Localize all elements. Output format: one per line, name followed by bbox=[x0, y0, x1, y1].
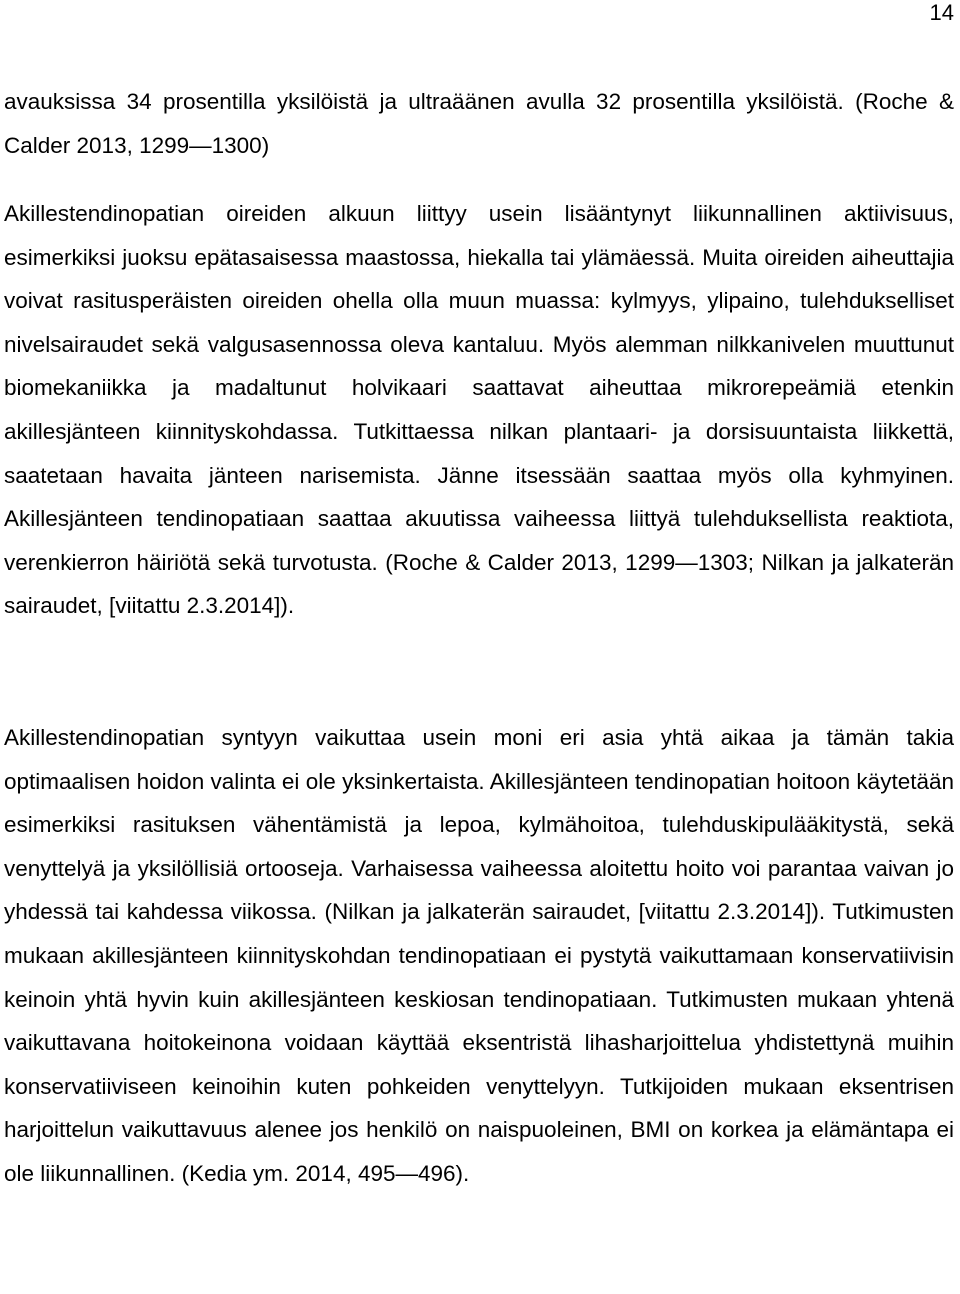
paragraph-1: avauksissa 34 prosentilla yksilöistä ja ultraäänen avulla 32 prosentilla yksilöistä. (Roche & Calder 2013, 1299—1300) bbox=[4, 89, 954, 158]
page-number: 14 bbox=[929, 0, 954, 25]
paragraph-3: Akillestendinopatian syntyyn vaikuttaa usein moni eri asia yhtä aikaa ja tämän takia optimaalisen hoidon valinta ei ole yksinkertaista. Akillesjänteen tendinopatian hoitoon käytetään esimerkiksi rasituksen vähentämistä ja lepoa, kylmähoitoa, tulehduskipulääkitystä, sekä venyttelyä ja yksilöllisiä ortooseja. Varhaisessa vaiheessa aloitettu hoito voi parantaa vaivan jo yhdessä tai kahdessa viikossa. (Nilkan ja jalkaterän sairaudet, [viitattu 2.3.2014]). Tutkimusten mukaan akillesjänteen kiinnityskohdan tendinopatiaan ei pystytä vaikuttamaan konservatiivisin keinoin yhtä hyvin kuin akillesjänteen keskiosan tendinopatiaan. Tutkimusten mukaan yhtenä vaikuttavana hoitokeinona voidaan käyttää eksentristä lihasharjoittelua yhdistettynä muihin konservatiiviseen keinoihin kuten pohkeiden venyttelyyn. Tutkijoiden mukaan eksentrisen harjoittelun vaikuttavuus alenee jos henkilö on naispuoleinen, BMI on korkea ja elämäntapa ei ole liikunnallinen. (Kedia ym. 2014, 495—496). bbox=[4, 725, 954, 1186]
paragraph-2: Akillestendinopatian oireiden alkuun liittyy usein lisääntynyt liikunnallinen aktiivisuus, esimerkiksi juoksu epätasaisessa maastossa, hiekalla tai ylämäessä. Muita oireiden aiheuttajia voivat rasitusperäisten oireiden ohella olla muun muassa: kylmyys, ylipaino, tulehdukselliset nivelsairaudet sekä valgusasennossa oleva kantaluu. Myös alemman nilkkanivelen muuttunut biomekaniikka ja madaltunut holvikaari saattavat aiheuttaa mikrorepeämiä etenkin akillesjänteen kiinnityskohdassa. Tutkittaessa nilkan plantaari- ja dorsisuuntaista liikkettä, saatetaan havaita jänteen narisemista. Jänne itsessään saattaa myös olla kyhmyinen. Akillesjänteen tendinopatiaan saattaa akuutissa vaiheessa liittyä tulehduksellista reaktiota, verenkierron häiriötä sekä turvotusta. (Roche & Calder 2013, 1299—1303; Nilkan ja jalkaterän sairaudet, [viitattu 2.3.2014]). bbox=[4, 201, 954, 619]
